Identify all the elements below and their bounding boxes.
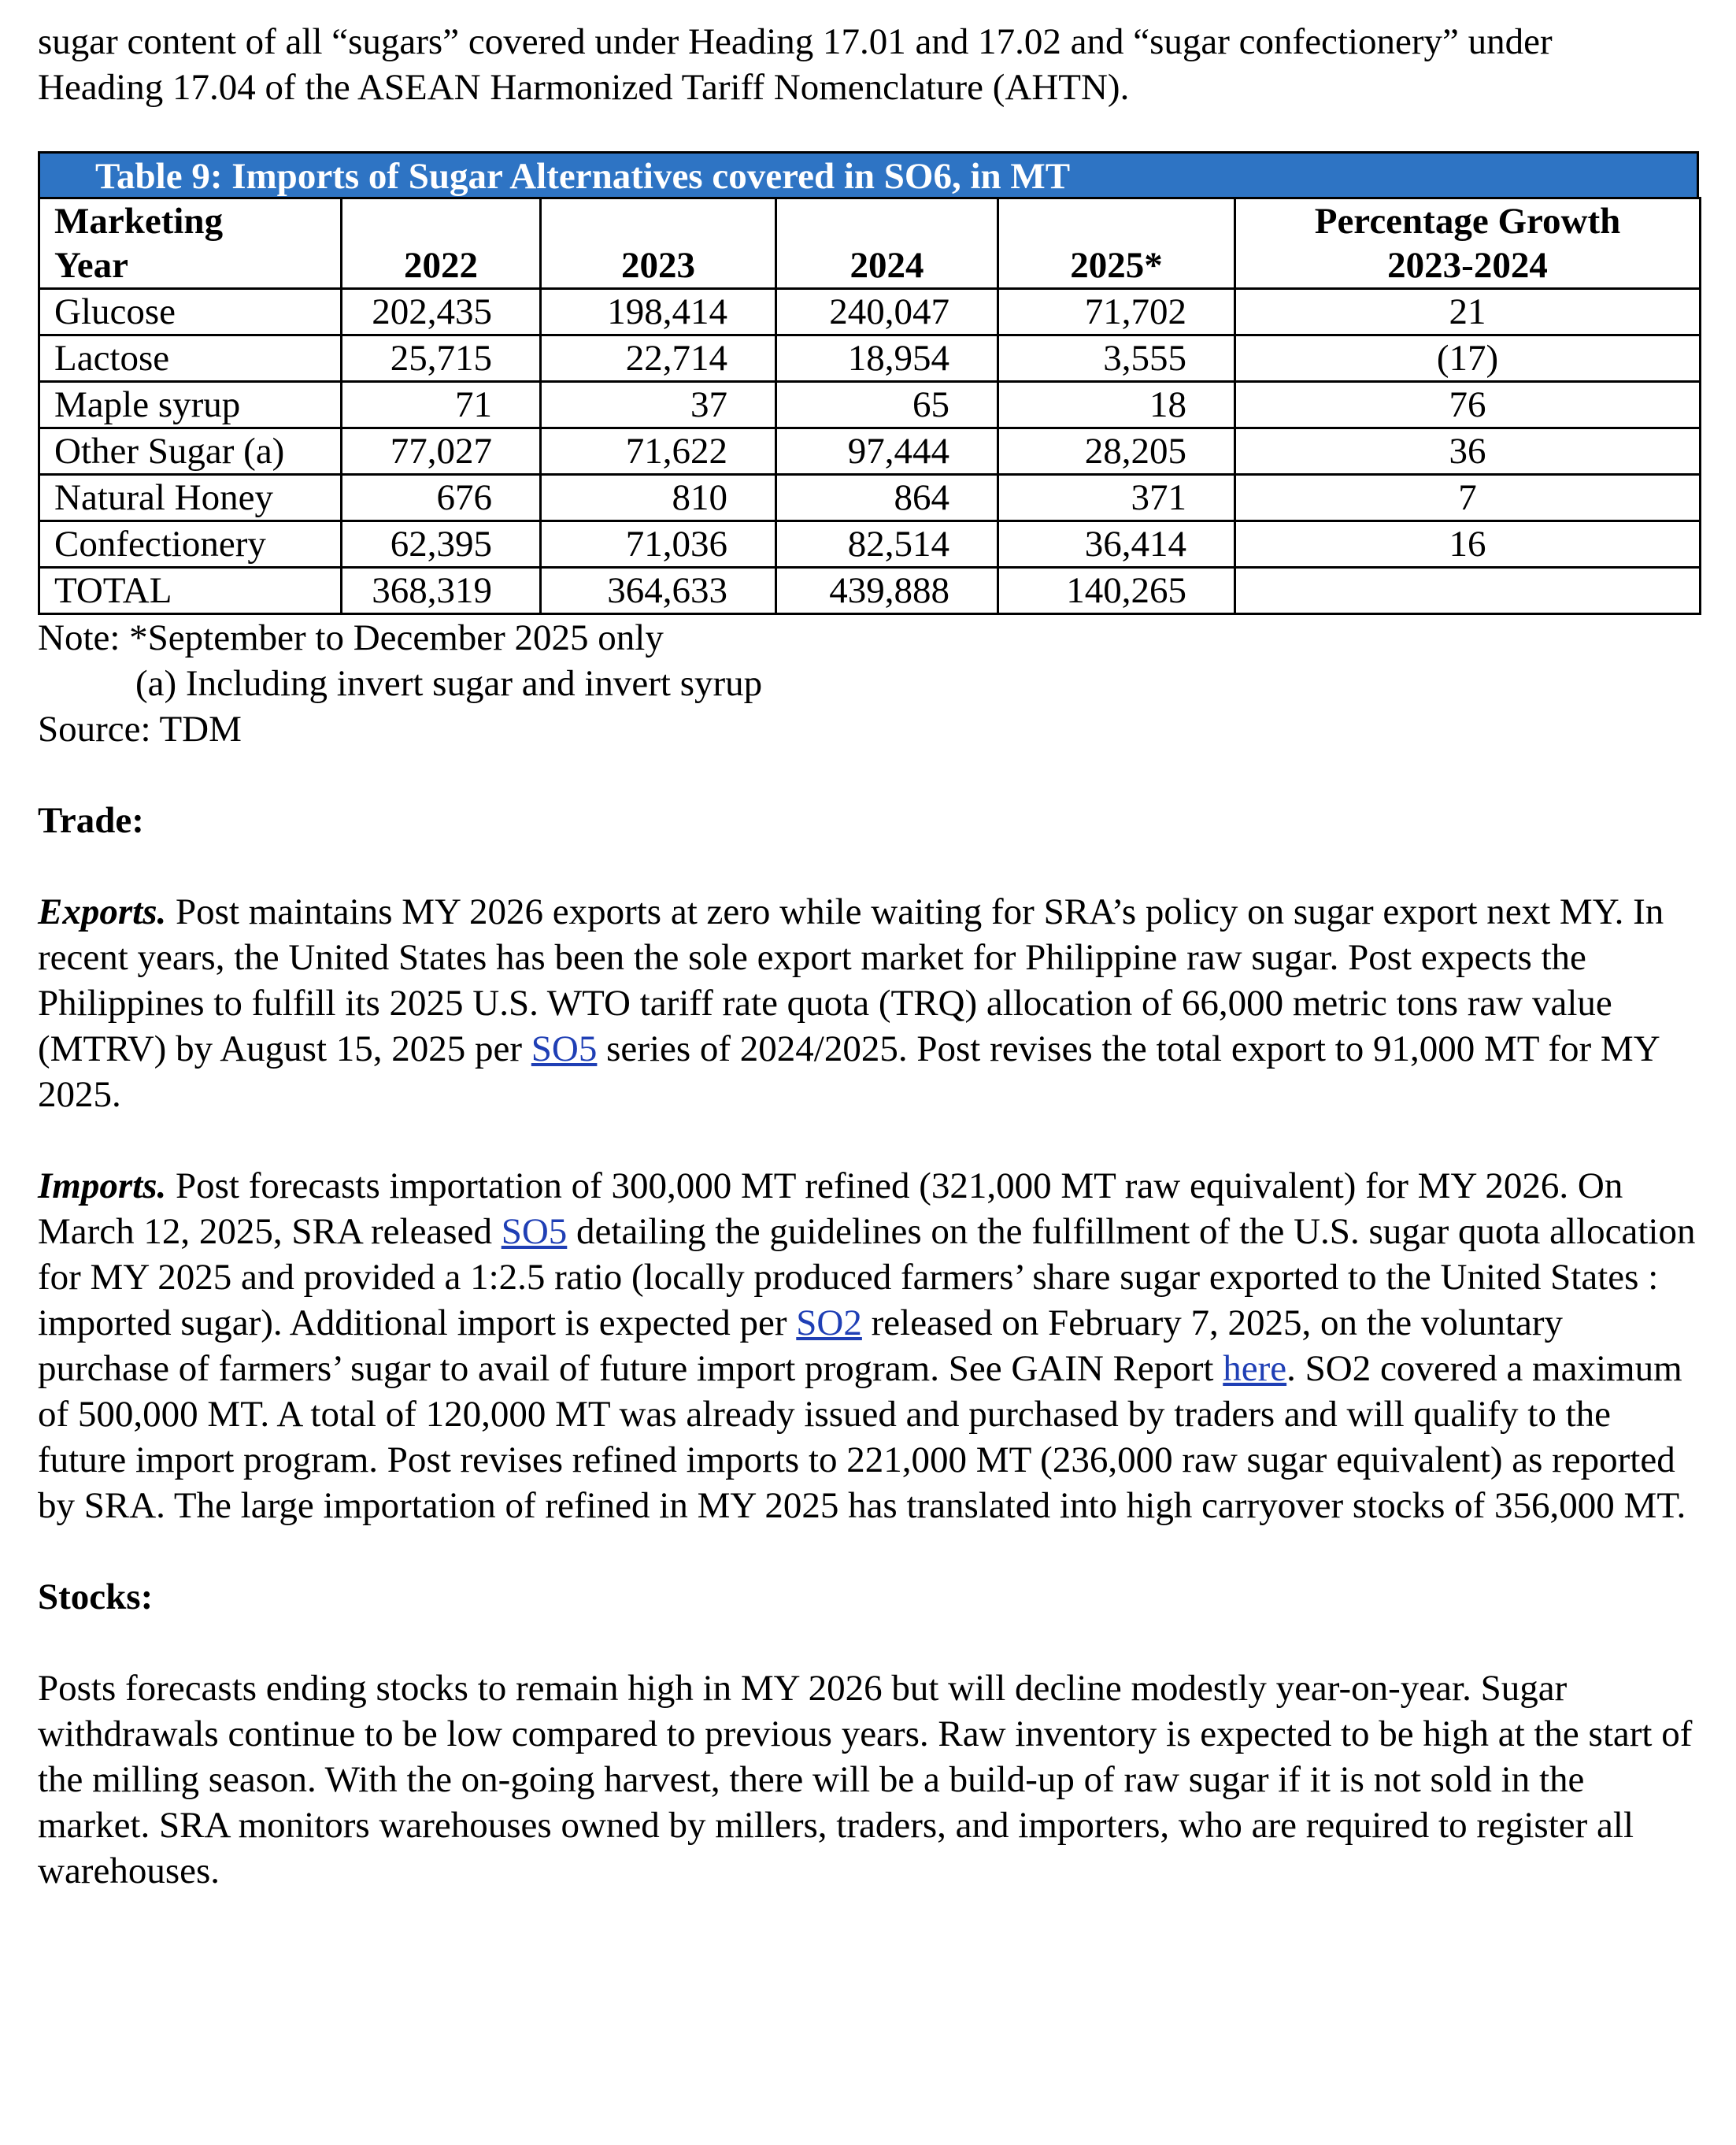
exports-label: Exports. bbox=[38, 891, 167, 932]
imports-paragraph: Imports. Post forecasts importation of 300,000 MT refined (321,000 MT raw equivalent) for MY 2026. On March 12, 2025, SRA released SO5 detailing the guidelines on the fulfillment of the U.S. sugar quota allocation for MY 2025 and provided a 1:2.5 ratio (locally produced farmers’ share sugar exported to the United States : imported sugar). Additional import is expected per SO2 released on February 7, 2025, on the voluntary purchase of farmers’ sugar to avail of future import program. See GAIN Report here. SO2 covered a maximum of 500,000 MT. A total of 120,000 MT was already issued and purchased by traders and will qualify to the future import program. Post revises refined imports to 221,000 MT (236,000 raw sugar equivalent) as reported by SRA. The large importation of refined in MY 2025 has translated into high carryover stocks of 356,000 MT. bbox=[38, 1165, 1696, 1526]
row-label: Maple syrup bbox=[39, 382, 342, 428]
imports-table bbox=[38, 197, 1701, 615]
cell-2025: 3,555 bbox=[998, 335, 1235, 382]
cell-2023: 364,633 bbox=[541, 568, 776, 614]
cell-growth: (17) bbox=[1235, 335, 1701, 382]
table-notes bbox=[38, 615, 1699, 752]
stocks-heading: Stocks: bbox=[38, 1576, 154, 1617]
cell-2023: 198,414 bbox=[541, 289, 776, 335]
cell-2025: 28,205 bbox=[998, 428, 1235, 475]
cell-2022: 62,395 bbox=[342, 521, 541, 568]
note-line-1: Note: *September to December 2025 only bbox=[38, 617, 664, 658]
cell-growth: 7 bbox=[1235, 475, 1701, 521]
cell-growth bbox=[1235, 568, 1701, 614]
cell-2023: 810 bbox=[541, 475, 776, 521]
stocks-paragraph: Posts forecasts ending stocks to remain high in MY 2026 but will decline modestly year-on-year. Sugar withdrawals continue to be low compared to previous years. Raw inventory is expected to be high at the start of the milling season. With the on-going harvest, there will be a build-up of raw sugar if it is not sold in the market. SRA monitors warehouses owned by millers, traders, and importers, who are required to register all warehouses. bbox=[38, 1668, 1693, 1891]
cell-2025: 371 bbox=[998, 475, 1235, 521]
document-page bbox=[38, 19, 1699, 1894]
cell-2023: 22,714 bbox=[541, 335, 776, 382]
intro-line-2: Heading 17.04 of the ASEAN Harmonized Tariff Nomenclature (AHTN). bbox=[38, 67, 1130, 108]
table-row bbox=[39, 382, 1701, 428]
cell-2024: 18,954 bbox=[776, 335, 998, 382]
table-header-row bbox=[39, 198, 1701, 289]
imports-label: Imports. bbox=[38, 1165, 167, 1206]
cell-2023: 71,622 bbox=[541, 428, 776, 475]
row-label: Natural Honey bbox=[39, 475, 342, 521]
cell-2022: 25,715 bbox=[342, 335, 541, 382]
cell-growth: 36 bbox=[1235, 428, 1701, 475]
cell-2022: 202,435 bbox=[342, 289, 541, 335]
intro-line-1: sugar content of all “sugars” covered under Heading 17.01 and 17.02 and “sugar confectionery” under bbox=[38, 21, 1553, 62]
exports-paragraph: Exports. Post maintains MY 2026 exports at zero while waiting for SRA’s policy on sugar export next MY. In recent years, the United States has been the sole export market for Philippine raw sugar. Post expects the Philippines to fulfill its 2025 U.S. WTO tariff rate quota (TRQ) allocation of 66,000 metric tons raw value (MTRV) by August 15, 2025 per SO5 series of 2024/2025. Post revises the total export to 91,000 MT for MY 2025. bbox=[38, 891, 1664, 1115]
table-row bbox=[39, 289, 1701, 335]
row-label: Glucose bbox=[39, 289, 342, 335]
cell-2025: 140,265 bbox=[998, 568, 1235, 614]
header-year-2022: 2022 bbox=[342, 198, 541, 289]
cell-2025: 18 bbox=[998, 382, 1235, 428]
table-total-row bbox=[39, 568, 1701, 614]
cell-2022: 71 bbox=[342, 382, 541, 428]
cell-2022: 77,027 bbox=[342, 428, 541, 475]
row-label: Other Sugar (a) bbox=[39, 428, 342, 475]
cell-2024: 439,888 bbox=[776, 568, 998, 614]
header-year-2023: 2023 bbox=[541, 198, 776, 289]
note-line-2: (a) Including invert sugar and invert syrup bbox=[135, 663, 763, 704]
cell-2024: 864 bbox=[776, 475, 998, 521]
cell-2025: 36,414 bbox=[998, 521, 1235, 568]
row-label: TOTAL bbox=[39, 568, 342, 614]
gain-report-link[interactable]: here bbox=[1223, 1348, 1287, 1389]
trade-heading: Trade: bbox=[38, 800, 144, 841]
table-row bbox=[39, 428, 1701, 475]
table-row bbox=[39, 521, 1701, 568]
header-marketing-year: Marketing Year bbox=[39, 198, 342, 289]
cell-growth: 16 bbox=[1235, 521, 1701, 568]
row-label: Confectionery bbox=[39, 521, 342, 568]
cell-2022: 676 bbox=[342, 475, 541, 521]
table-title: Table 9: Imports of Sugar Alternatives covered in SO6, in MT bbox=[38, 151, 1699, 197]
cell-2023: 71,036 bbox=[541, 521, 776, 568]
cell-growth: 76 bbox=[1235, 382, 1701, 428]
cell-2025: 71,702 bbox=[998, 289, 1235, 335]
imports-table-section bbox=[38, 151, 1699, 752]
so5-link[interactable]: SO5 bbox=[501, 1211, 568, 1252]
intro-paragraph bbox=[38, 19, 1699, 110]
header-year-2025: 2025* bbox=[998, 198, 1235, 289]
cell-2023: 37 bbox=[541, 382, 776, 428]
so2-link[interactable]: SO2 bbox=[796, 1302, 862, 1343]
table-row bbox=[39, 475, 1701, 521]
table-row bbox=[39, 335, 1701, 382]
cell-2024: 65 bbox=[776, 382, 998, 428]
table-source: Source: TDM bbox=[38, 709, 242, 750]
header-year-2024: 2024 bbox=[776, 198, 998, 289]
cell-growth: 21 bbox=[1235, 289, 1701, 335]
so5-link[interactable]: SO5 bbox=[531, 1028, 598, 1069]
cell-2022: 368,319 bbox=[342, 568, 541, 614]
cell-2024: 240,047 bbox=[776, 289, 998, 335]
cell-2024: 82,514 bbox=[776, 521, 998, 568]
cell-2024: 97,444 bbox=[776, 428, 998, 475]
header-percentage-growth: Percentage Growth 2023-2024 bbox=[1235, 198, 1701, 289]
row-label: Lactose bbox=[39, 335, 342, 382]
